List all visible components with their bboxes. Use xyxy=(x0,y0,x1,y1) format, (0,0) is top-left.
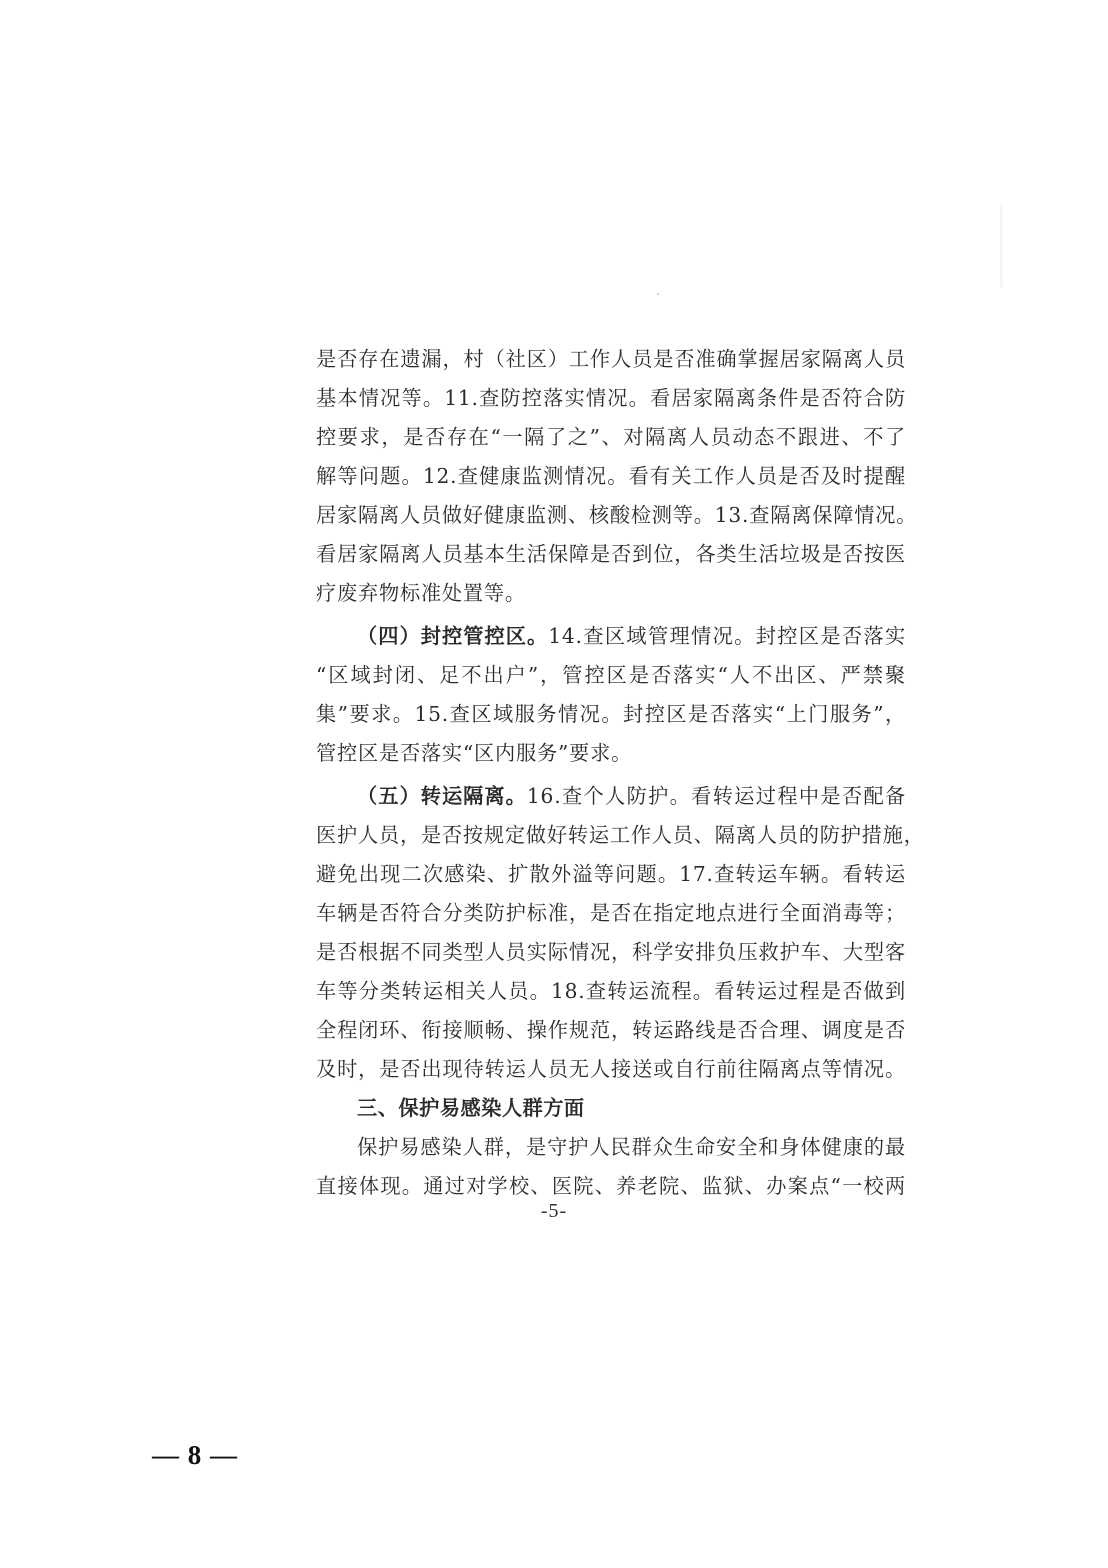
section-5-first-line xyxy=(316,777,906,816)
body-line: 管控区是否落实“区内服务”要求。 xyxy=(316,741,633,765)
inner-page-number: -5- xyxy=(540,1200,568,1222)
scan-shadow xyxy=(1000,205,1004,287)
body-line: 集”要求。15.查区域服务情况。封控区是否落实“上门服务”， xyxy=(316,702,906,726)
body-line: 控要求，是否存在“一隔了之”、对隔离人员动态不跟进、不了 xyxy=(316,425,906,449)
body-line: 是否存在遗漏，村（社区）工作人员是否准确掌握居家隔离人员 xyxy=(316,347,906,371)
body-line: 全程闭环、衔接顺畅、操作规范，转运路线是否合理、调度是否 xyxy=(316,1018,906,1042)
section-4-first-text: 14.查区域管理情况。封控区是否落实 xyxy=(548,624,906,648)
body-line: 医护人员，是否按规定做好转运工作人员、隔离人员的防护措施， xyxy=(316,823,925,847)
body-line: 及时，是否出现待转运人员无人接送或自行前往隔离点等情况。 xyxy=(316,1057,906,1081)
body-line: 解等问题。12.查健康监测情况。看有关工作人员是否及时提醒 xyxy=(316,464,906,488)
section-4-heading: （四）封控管控区。 xyxy=(357,624,549,648)
section-4-first-line xyxy=(316,617,906,656)
body-line: 是否根据不同类型人员实际情况，科学安排负压救护车、大型客 xyxy=(316,940,906,964)
section-5-first-text: 16.查个人防护。看转运过程中是否配备 xyxy=(526,784,906,808)
scan-speck xyxy=(657,293,659,295)
outer-page-number: — 8 — xyxy=(152,1440,238,1470)
body-line: 疗废弃物标准处置等。 xyxy=(316,581,526,605)
section-5-heading: （五）转运隔离。 xyxy=(357,784,527,808)
body-line: 直接体现。通过对学校、医院、养老院、监狱、办案点“一校两 xyxy=(316,1174,906,1198)
document-body xyxy=(316,340,925,1206)
body-line: “区域封闭、足不出户”，管控区是否落实“人不出区、严禁聚 xyxy=(316,663,906,687)
body-line: 车等分类转运相关人员。18.查转运流程。看转运过程是否做到 xyxy=(316,979,906,1003)
body-line: 基本情况等。11.查防控落实情况。看居家隔离条件是否符合防 xyxy=(316,386,906,410)
body-line: 居家隔离人员做好健康监测、核酸检测等。13.查隔离保障情况。 xyxy=(316,503,918,527)
section-3-heading: 三、保护易感染人群方面 xyxy=(357,1096,585,1120)
body-line: 看居家隔离人员基本生活保障是否到位，各类生活垃圾是否按医 xyxy=(316,542,906,566)
body-line: 保护易感染人群，是守护人民群众生命安全和身体健康的最 xyxy=(357,1135,906,1159)
body-line: 车辆是否符合分类防护标准，是否在指定地点进行全面消毒等； xyxy=(316,901,906,925)
body-line: 避免出现二次感染、扩散外溢等问题。17.查转运车辆。看转运 xyxy=(316,862,906,886)
